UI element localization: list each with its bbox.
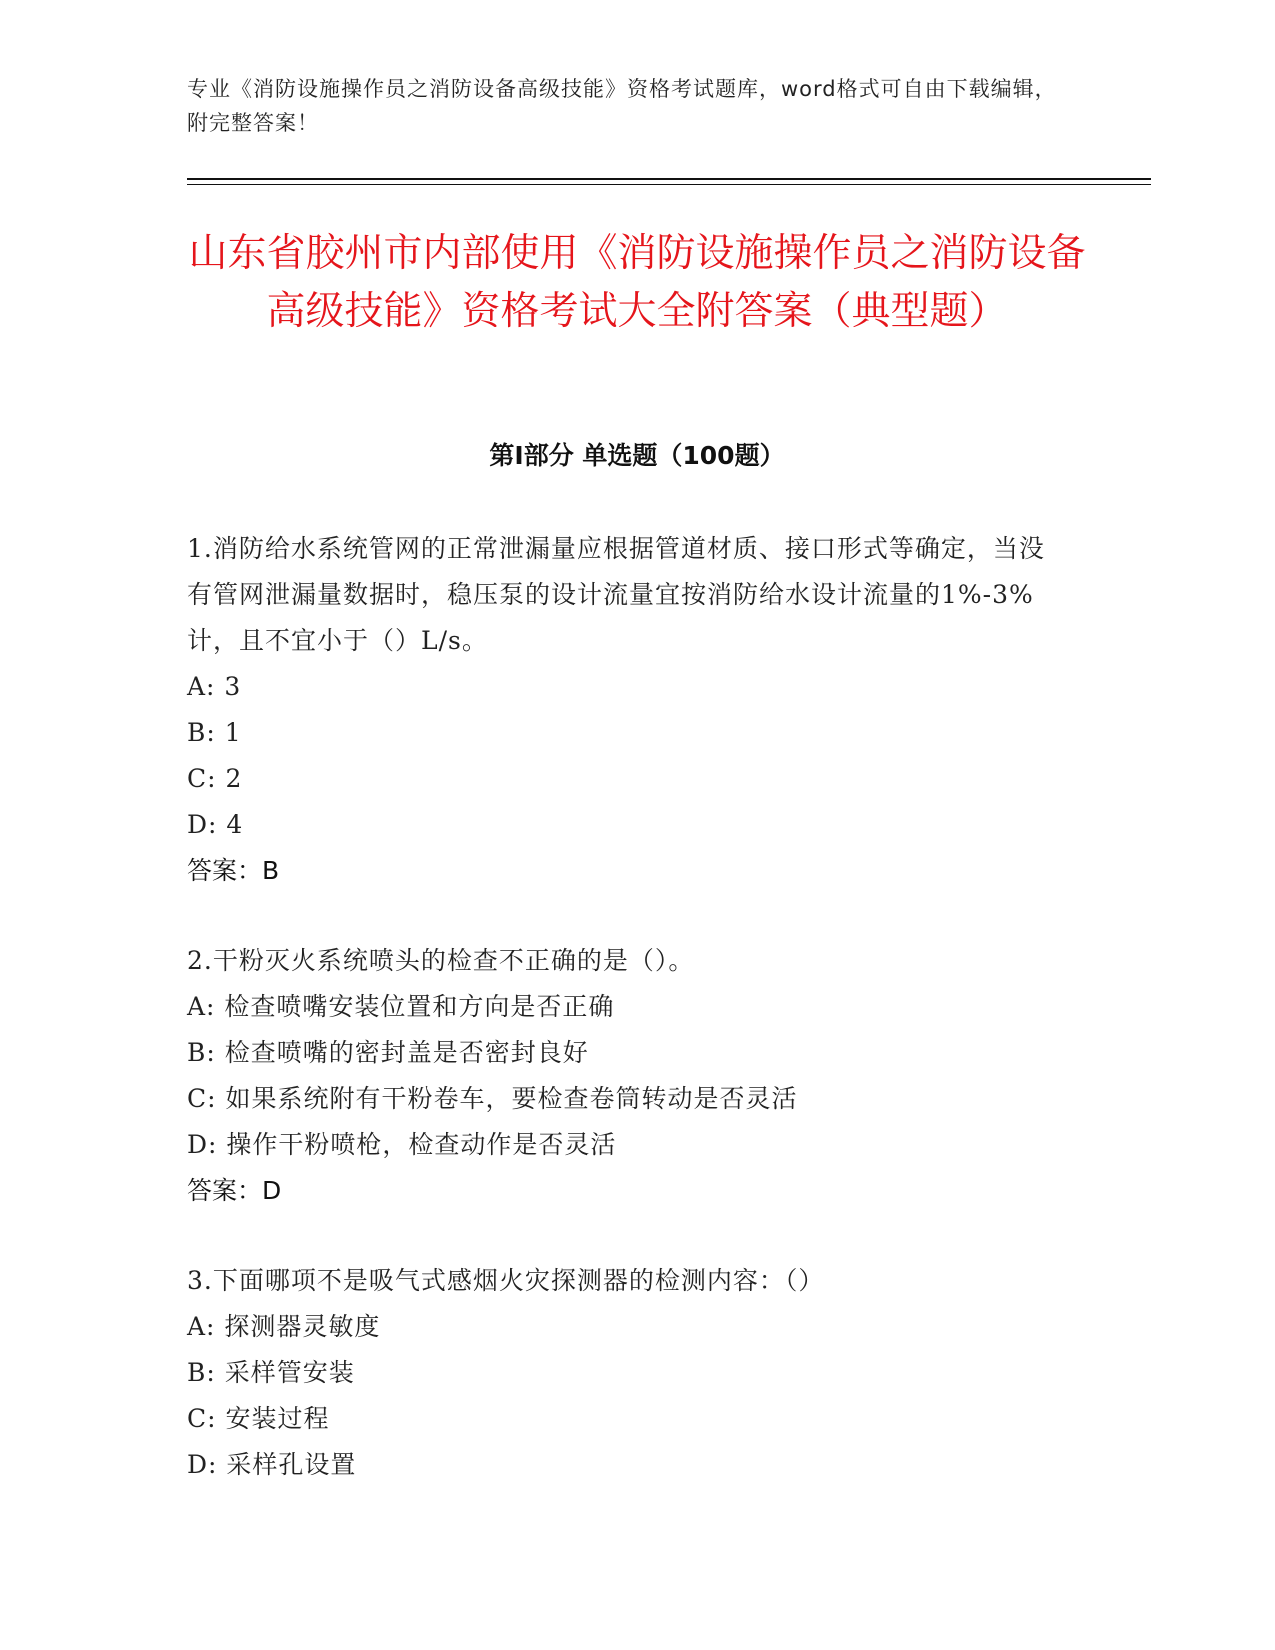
header-note: 专业《消防设施操作员之消防设备高级技能》资格考试题库，word格式可自由下载编辑，附完整答案！ [187,77,1057,135]
option-c: C: 安装过程 [187,1404,330,1433]
option-c: C: 如果系统附有干粉卷车，要检查卷筒转动是否灵活 [187,1084,798,1113]
option-d: D: 操作干粉喷枪，检查动作是否灵活 [187,1130,617,1159]
option-b: B: 采样管安装 [187,1358,355,1387]
option-d: D: 4 [187,810,244,839]
option-c: C: 2 [187,764,243,793]
question-text: 3.下面哪项不是吸气式感烟火灾探测器的检测内容：（） [187,1266,825,1295]
question-text: 2.干粉灭火系统喷头的检查不正确的是（）。 [187,946,695,975]
option-b: B: 检查喷嘴的密封盖是否密封良好 [187,1038,589,1067]
header-divider-thin [187,184,1151,185]
question-list [187,526,1067,1532]
question-3 [187,1258,1067,1488]
option-a: A: 3 [187,672,242,701]
answer-line: 答案：D [187,1176,282,1205]
header-divider-thick [187,178,1151,180]
document-title: 山东省胶州市内部使用《消防设施操作员之消防设备高级技能》资格考试大全附答案（典型题） [188,231,1086,334]
question-1 [187,526,1067,894]
question-text: 1.消防给水系统管网的正常泄漏量应根据管道材质、接口形式等确定，当没有管网泄漏量数据时，稳压泵的设计流量宜按消防给水设计流量的1%-3%计，且不宜小于（）L/s。 [187,534,1045,655]
section-title: 第Ⅰ部分 单选题（100题） [489,441,785,470]
answer-line: 答案：B [187,856,280,885]
option-a: A: 探测器灵敏度 [187,1312,381,1341]
option-b: B: 1 [187,718,242,747]
option-a: A: 检查喷嘴安装位置和方向是否正确 [187,992,615,1021]
question-2 [187,938,1067,1214]
option-d: D: 采样孔设置 [187,1450,357,1479]
